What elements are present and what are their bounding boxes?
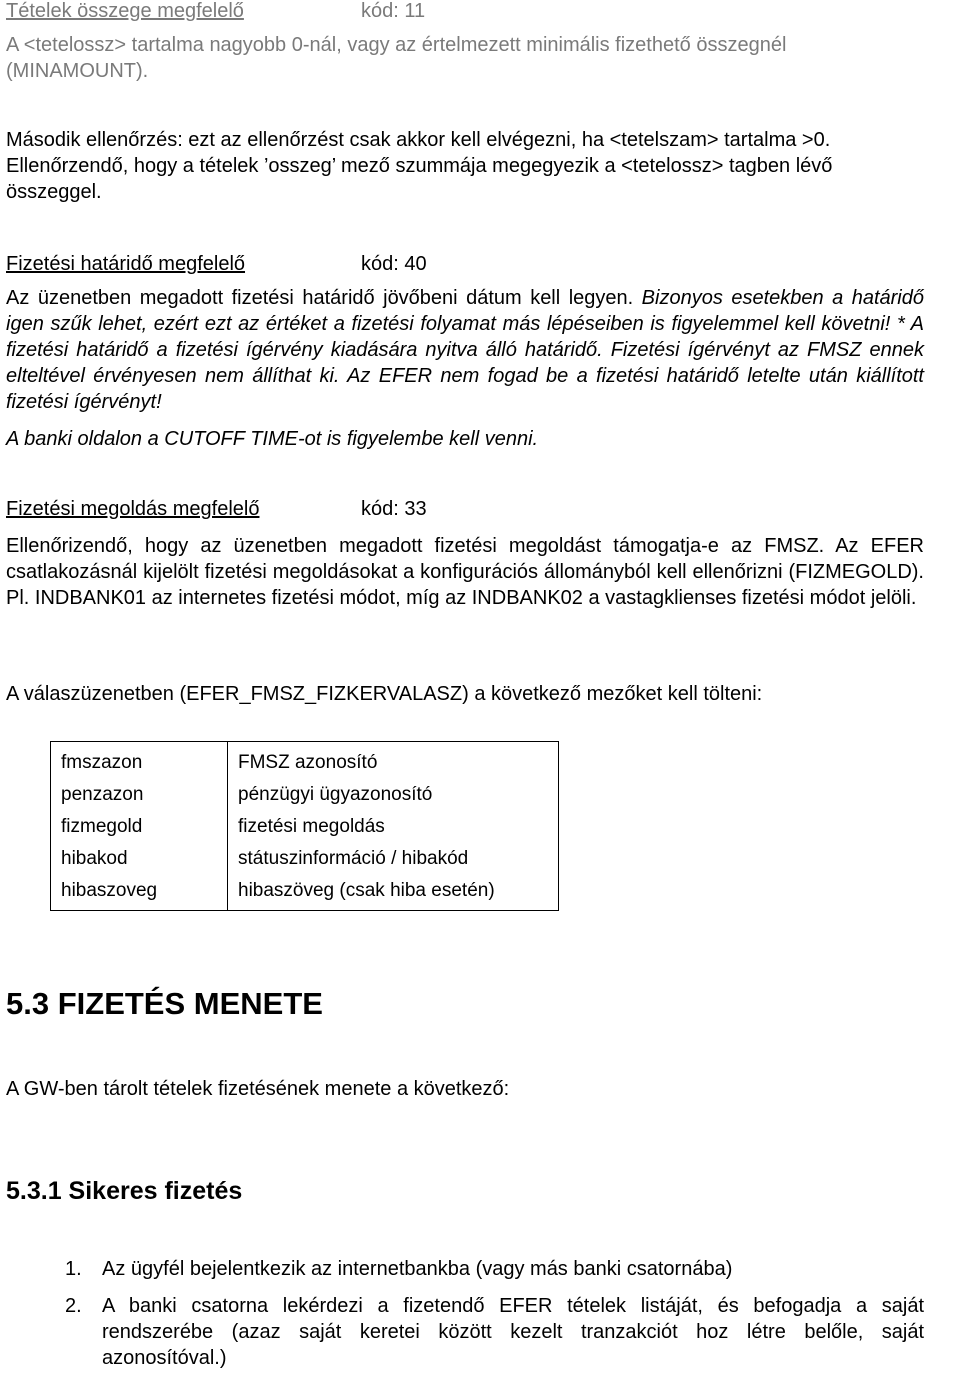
- heading-5-3-1: 5.3.1 Sikeres fizetés: [6, 1177, 243, 1205]
- table-row: [51, 875, 559, 911]
- hatarido-description: [6, 285, 924, 415]
- section-header-tetelek: [6, 0, 924, 24]
- table-row: [51, 811, 559, 843]
- field-desc-cell: FMSZ azonosító: [238, 752, 378, 773]
- field-desc-cell: hibaszöveg (csak hiba esetén): [238, 880, 495, 901]
- step-number: 1.: [65, 1258, 82, 1280]
- payment-steps-list: [6, 1256, 924, 1382]
- megoldas-description: Ellenőrizendő, hogy az üzenetben megadott fizetési megoldást támogatja-e az FMSZ. Az EFER csatlakozásnál kijelölt fizetési megoldásokat a konfigurációs állományból kell ellenőrizni (FIZMEGOLD). Pl. INDBANK01 az internetes fizetési módot, míg az INDBANK02 a vastagklienses fizetési módot jelöli.: [6, 535, 924, 609]
- step-text: A banki csatorna lekérdezi a fizetendő EFER tételek listáját, és befogadja a saját rendszerébe (azaz saját keretei között kezelt tranzakciót hoz létre belőle, saját azonosítóval.): [102, 1295, 924, 1369]
- field-name-cell: hibaszoveg: [51, 875, 228, 911]
- section-code-tetelek: kód: 11: [361, 0, 426, 22]
- field-name-cell: penzazon: [51, 779, 228, 811]
- tetelek-second-check: Második ellenőrzés: ezt az ellenőrzést csak akkor kell elvégezni, ha <tetelszam> tartalma >0. Ellenőrzendő, hogy a tételek ’osszeg’ mező szummája megegyezik a <tetelossz> tagben lévő összeggel.: [6, 129, 833, 203]
- field-desc-cell: fizetési megoldás: [238, 816, 385, 837]
- field-name-cell: fmszazon: [51, 742, 228, 780]
- list-item: [6, 1256, 924, 1282]
- section-title-hatarido: Fizetési határidő megfelelő: [6, 253, 246, 275]
- response-fields-table: [50, 741, 559, 911]
- step-number: 2.: [65, 1295, 82, 1317]
- intro-5-3: A GW-ben tárolt tételek fizetésének menete a következő:: [6, 1078, 510, 1100]
- field-name-cell: fizmegold: [51, 811, 228, 843]
- field-desc-cell: pénzügyi ügyazonosító: [238, 784, 433, 805]
- response-intro: A válaszüzenetben (EFER_FMSZ_FIZKERVALASZ) a következő mezőket kell tölteni:: [6, 683, 763, 705]
- table-row: [51, 742, 559, 780]
- section-header-megoldas: [6, 496, 924, 522]
- hatarido-cutoff-note: A banki oldalon a CUTOFF TIME-ot is figyelembe kell venni.: [6, 428, 539, 450]
- field-name-cell: hibakod: [51, 843, 228, 875]
- section-title-tetelek: Tételek összege megfelelő: [6, 0, 244, 22]
- section-header-hatarido: [6, 251, 924, 277]
- section-code-hatarido: kód: 40: [361, 253, 427, 275]
- hatarido-text-normal: Az üzenetben megadott fizetési határidő jövőbeni dátum kell legyen.: [6, 287, 634, 309]
- tetelek-condition-text: A <tetelossz> tartalma nagyobb 0-nál, vagy az értelmezett minimális fizethető összegnél (MINAMOUNT).: [6, 34, 787, 82]
- section-title-megoldas: Fizetési megoldás megfelelő: [6, 498, 260, 520]
- section-code-megoldas: kód: 33: [361, 498, 427, 520]
- table-row: [51, 843, 559, 875]
- list-item: [6, 1293, 924, 1371]
- hatarido-text-italic: Bizonyos esetekben a határidő igen szűk lehet, ezért ezt az értéket a fizetési folyamat más lépéseiben is figyelemmel kell követni! * A fizetési határidő a fizetési ígérvény kiadására nyitva álló határidő. Fizetési ígérvényt az FMSZ ennek elteltével érvényesen nem állíthat ki. Az EFER nem fogad be a fizetési határidő letelte után kiállított fizetési ígérvényt!: [6, 287, 924, 413]
- step-text: Az ügyfél bejelentkezik az internetbankba (vagy más banki csatornába): [102, 1258, 733, 1280]
- table-row: [51, 779, 559, 811]
- field-desc-cell: státuszinformáció / hibakód: [238, 848, 469, 869]
- heading-5-3: 5.3 FIZETÉS MENETE: [6, 986, 323, 1021]
